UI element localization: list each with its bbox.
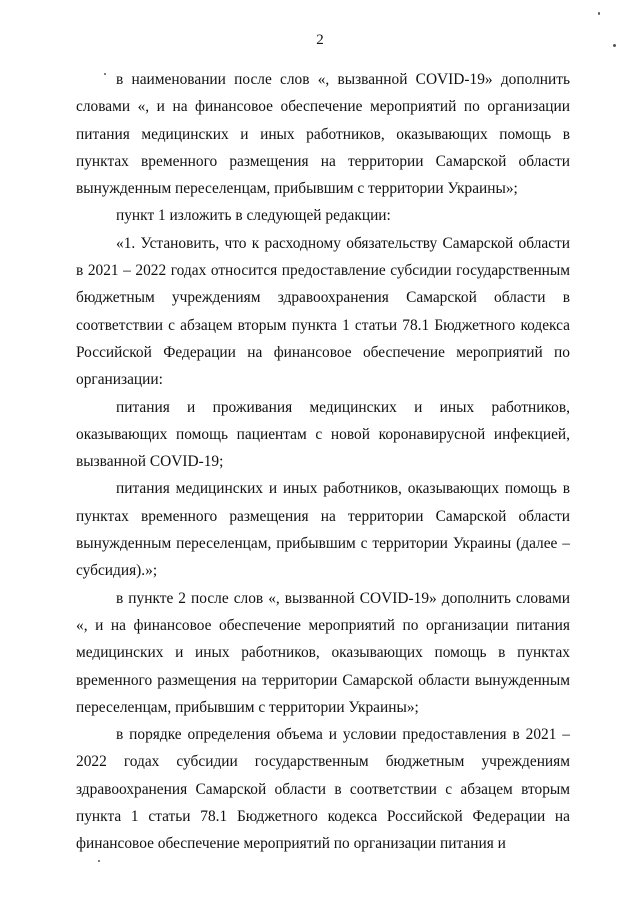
scan-speck [598, 12, 600, 15]
paragraph-7: в порядке определения объема и условии предоставления в 2021 – 2022 годах субсидии государственным бюджетным учреждениям здравоохранения Самарской области в соответствии с абзацем вторым пункта 1 статьи 78.1 Бюджетного кодекса Российской Федерации на финансовое обеспечение мероприятий по организации питания и [76, 726, 570, 853]
paragraph-3: «1. Установить, что к расходному обязательству Самарской области в 2021 – 2022 годах относится предоставление субсидии государственным бюджетным учреждениям здравоохранения Самарской области в соответствии с абзацем вторым пункта 1 статьи 78.1 Бюджетного кодекса Российской Федерации на финансовое обеспечение мероприятий по организации: [76, 234, 570, 389]
paragraph-1: в наименовании после слов «, вызванной COVID-19» дополнить словами «, и на финансовое обеспечение мероприятий по организации питания медицинских и иных работников, оказывающих помощь в пунктах временного размещения на территории Самарской области вынужденным переселенцам, прибывшим с территории Украины»; [76, 71, 570, 198]
document-body [76, 66, 570, 858]
paragraph-2: пункт 1 изложить в следующей редакции: [116, 207, 391, 225]
paragraph-4: питания и проживания медицинских и иных работников, оказывающих помощь пациентам с новой коронавирусной инфекцией, вызванной COVID-19; [76, 398, 570, 471]
scan-speck [98, 860, 100, 862]
paragraph-6: в пункте 2 после слов «, вызванной COVID-19» дополнить словами «, и на финансовое обеспечение мероприятий по организации питания медицинских и иных работников, оказывающих помощь в пунктах временного размещения на территории Самарской области вынужденным переселенцам, прибывшим с территории Украины»; [76, 589, 570, 716]
scan-speck [613, 44, 616, 47]
paragraph-5: питания медицинских и иных работников, оказывающих помощь в пунктах временного размещения на территории Самарской области вынужденным переселенцам, прибывшим с территории Украины (далее – субсидия).»; [76, 480, 570, 580]
page-number: 2 [316, 32, 324, 48]
scan-speck [104, 73, 106, 75]
